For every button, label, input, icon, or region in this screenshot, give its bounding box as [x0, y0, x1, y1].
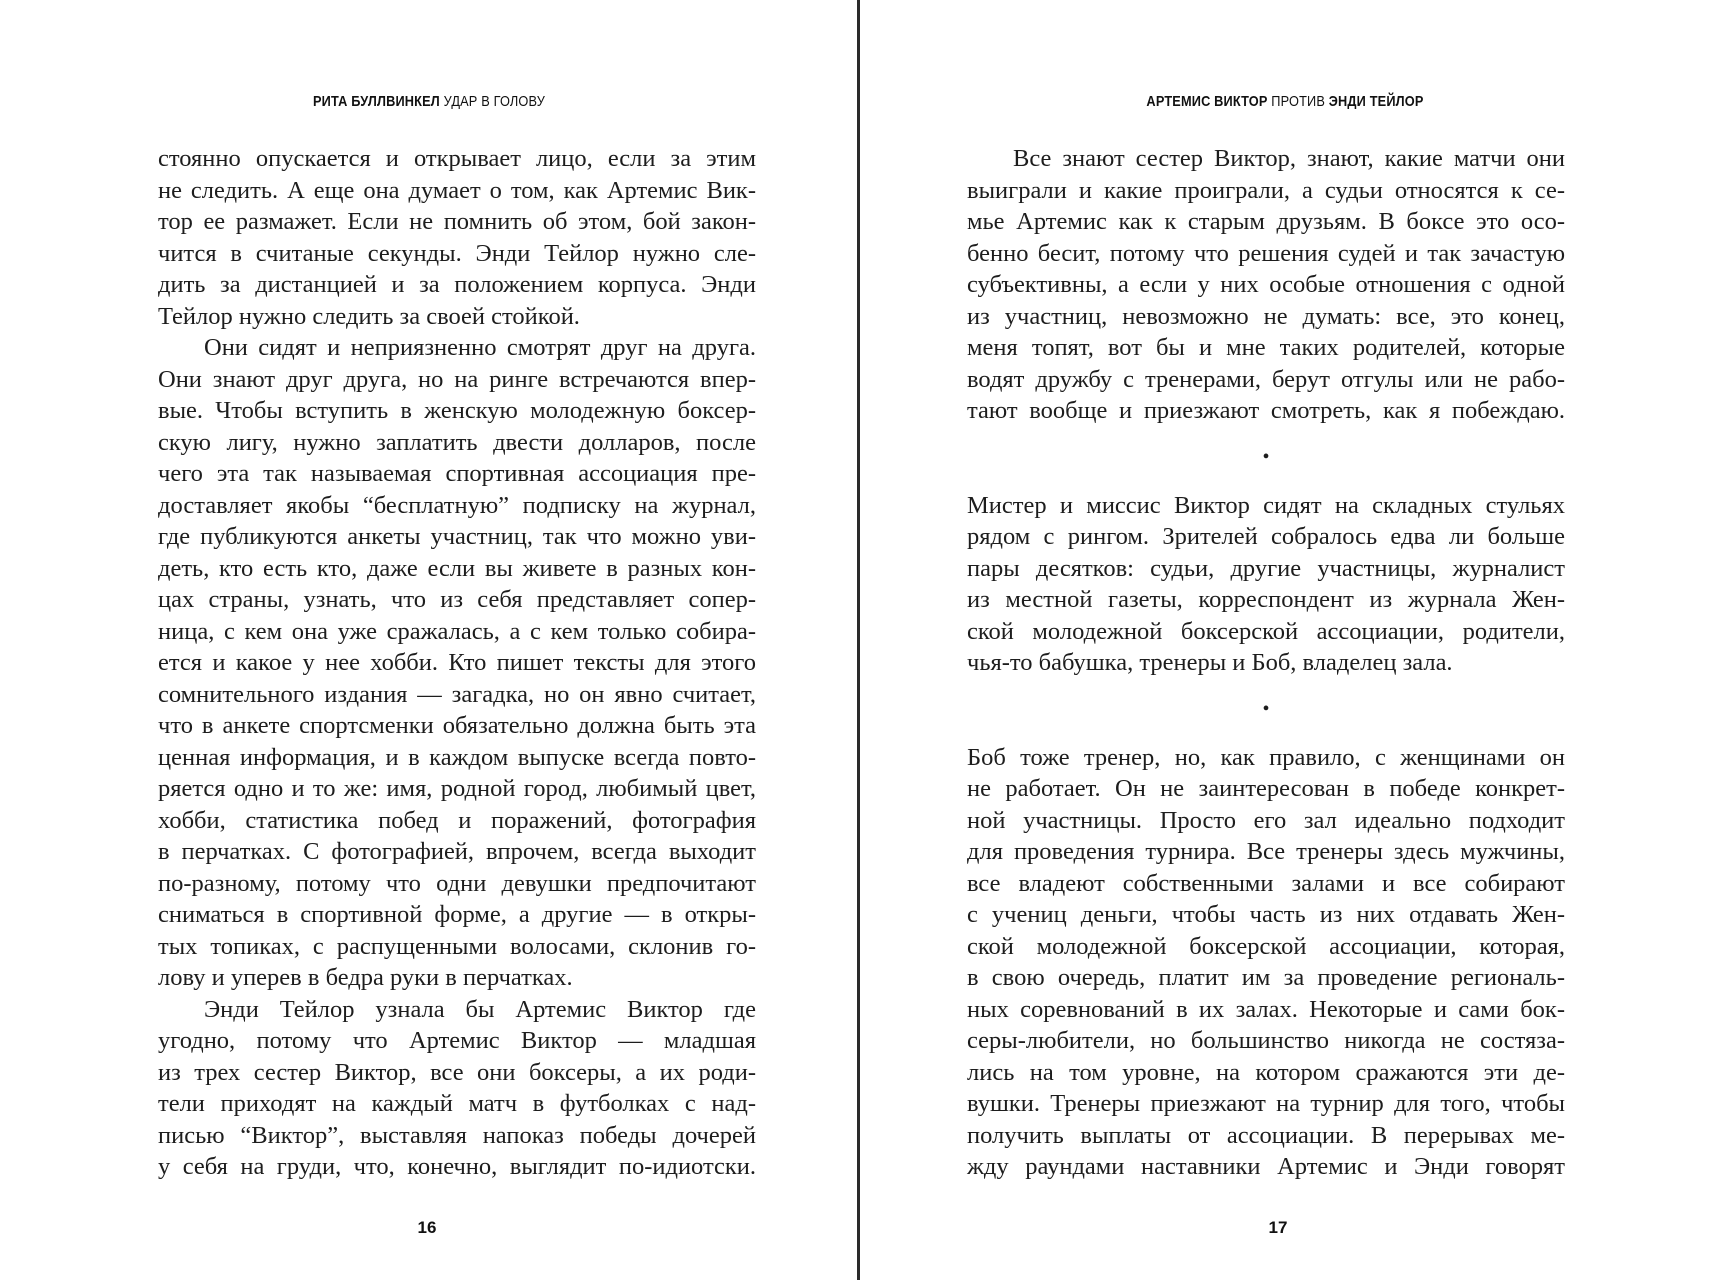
text-line: Боб тоже тренер, но, как правило, с женщинами он — [967, 743, 1565, 771]
text-line: ных соревнований в их залах. Некоторые и сами бок- — [967, 995, 1565, 1023]
header-book-title: УДАР В ГОЛОВУ — [443, 93, 546, 110]
text-line: серы-любители, но большинство никогда не состяза- — [967, 1027, 1565, 1054]
text-line: ской молодежной боксерской ассоциации, которая, — [967, 932, 1565, 960]
text-line: лову и уперев в бедра руки в перчатках. — [158, 964, 573, 991]
text-line: не следить. А еще она думает о том, как Артемис Вик- — [158, 176, 756, 204]
text-line: где публикуются анкеты участниц, так что можно уви- — [158, 523, 756, 550]
text-line: ница, с кем она уже сражалась, а с кем только собира- — [158, 617, 756, 645]
text-line: рядом с рингом. Зрителей собралось едва ли больше — [967, 523, 1565, 550]
text-line: тают вообще и приезжают смотреть, как я побеждаю. — [967, 397, 1565, 424]
section-break-bullet: • — [1262, 446, 1270, 469]
text-line: тели приходят на каждый матч в футболках с над- — [158, 1090, 756, 1117]
text-line: бенно бесит, потому что решения судей и так зачастую — [967, 239, 1565, 267]
text-line: Энди Тейлор узнала бы Артемис Виктор где — [204, 995, 756, 1023]
text-line: все владеют собственными залами и все собирают — [967, 869, 1565, 897]
text-line: хобби, статистика побед и поражений, фотография — [158, 806, 756, 834]
text-line: выиграли и какие проиграли, а судьи относятся к се- — [967, 176, 1565, 204]
section-break-bullet: • — [1262, 698, 1270, 721]
running-header-right — [924, 93, 1647, 110]
text-line: стоянно опускается и открывает лицо, если за этим — [158, 145, 756, 172]
text-line: меня топят, вот бы и мне таких родителей, которые — [967, 334, 1565, 361]
text-line: у себя на груди, что, конечно, выглядит по-идиотски. — [158, 1153, 756, 1180]
page-body-text — [967, 143, 1565, 1183]
text-line: из трех сестер Виктор, все они боксеры, а их роди- — [158, 1058, 756, 1086]
right-page — [860, 0, 1710, 1280]
text-line: чья-то бабушка, тренеры и Боб, владелец зала. — [967, 649, 1453, 676]
text-line: доставляет якобы “бесплатную” подписку на журнал, — [158, 491, 756, 519]
text-line: лись на том уровне, на котором сражаются эти де- — [967, 1058, 1565, 1086]
text-line: тых топиках, с распущенными волосами, склонив го- — [158, 932, 756, 960]
text-line: вушки. Тренеры приезжают на турнир для того, чтобы — [967, 1090, 1565, 1117]
text-line: ской молодежной боксерской ассоциации, родители, — [967, 617, 1565, 645]
header-versus: ПРОТИВ — [1271, 93, 1326, 110]
text-line: дить за дистанцией и за положением корпуса. Энди — [158, 271, 756, 298]
text-line: сомнительного издания — загадка, но он явно считает, — [158, 680, 756, 708]
text-line: цах страны, узнать, что из себя представляет сопер- — [158, 586, 756, 613]
text-line: угодно, потому что Артемис Виктор — младшая — [158, 1027, 756, 1054]
text-line: вые. Чтобы вступить в женскую молодежную боксер- — [158, 397, 756, 424]
text-line: Все знают сестер Виктор, знают, какие матчи они — [1013, 145, 1565, 172]
blank-line — [967, 427, 1565, 443]
text-line: с учениц деньги, чтобы часть из них отдавать Жен- — [967, 901, 1565, 928]
text-line: деть, кто есть кто, даже если вы живете в разных кон- — [158, 554, 756, 582]
text-line: ной участницы. Просто его зал идеально подходит — [967, 806, 1565, 834]
text-line: получить выплаты от ассоциации. В перерывах ме- — [967, 1121, 1565, 1149]
text-line: чего эта так называемая спортивная ассоциация пре- — [158, 460, 756, 487]
text-line: ется и какое у нее хобби. Кто пишет тексты для этого — [158, 649, 756, 676]
text-line: Они знают друг друга, но на ринге встречаются впер- — [158, 365, 756, 393]
header-name-2: ЭНДИ ТЕЙЛОР — [1328, 93, 1424, 110]
text-line: Мистер и миссис Виктор сидят на складных стульях — [967, 491, 1565, 519]
blank-line — [967, 726, 1565, 742]
blank-line — [967, 474, 1565, 490]
text-line: мье Артемис как к старым друзьям. В боксе это осо- — [967, 208, 1565, 235]
page-body-text — [158, 143, 756, 1183]
text-line: из местной газеты, корреспондент из журнала Жен- — [967, 586, 1565, 613]
text-line: сниматься в спортивной форме, а другие — в откры- — [158, 901, 756, 928]
text-line: жду раундами наставники Артемис и Энди говорят — [967, 1153, 1565, 1180]
header-author: РИТА БУЛЛВИНКЕЛ — [312, 93, 440, 110]
text-line: водят дружбу с тренерами, берут отгулы или не рабо- — [967, 365, 1565, 393]
text-line: из участниц, невозможно не думать: все, это конец, — [967, 302, 1565, 330]
text-line: по-разному, потому что одни девушки предпочитают — [158, 869, 756, 897]
text-line: для проведения турнира. Все тренеры здесь мужчины, — [967, 838, 1565, 865]
text-line: что в анкете спортсменки обязательно должна быть эта — [158, 712, 756, 739]
text-line: чится в считаные секунды. Энди Тейлор нужно сле- — [158, 239, 756, 267]
text-line: ценная информация, и в каждом выпуске всегда повто- — [158, 743, 756, 771]
text-line: в перчатках. С фотографией, впрочем, всегда выходит — [158, 838, 756, 865]
text-line: Тейлор нужно следить за своей стойкой. — [158, 302, 580, 330]
blank-line — [967, 679, 1565, 695]
header-name-1: АРТЕМИС ВИКТОР — [1146, 93, 1268, 110]
text-line: писью “Виктор”, выставляя напоказ победы дочерей — [158, 1121, 756, 1149]
text-line: не работает. Он не заинтересован в победе конкрет- — [967, 775, 1565, 802]
text-line: Они сидят и неприязненно смотрят друг на друга. — [204, 334, 756, 361]
text-line: в свою очередь, платит им за проведение региональ- — [967, 964, 1565, 991]
text-line: пары десятков: судьи, другие участницы, журналист — [967, 554, 1565, 582]
page-number: 17 — [1268, 1218, 1288, 1237]
page-number: 16 — [417, 1218, 437, 1237]
text-line: тор ее размажет. Если не помнить об этом, бой закон- — [158, 208, 756, 235]
running-header-left — [64, 93, 793, 110]
text-line: субъективны, а если у них особые отношения с одной — [967, 271, 1565, 298]
text-line: ряется одно и то же: имя, родной город, любимый цвет, — [158, 775, 756, 802]
text-line: скую лигу, нужно заплатить двести долларов, после — [158, 428, 756, 456]
